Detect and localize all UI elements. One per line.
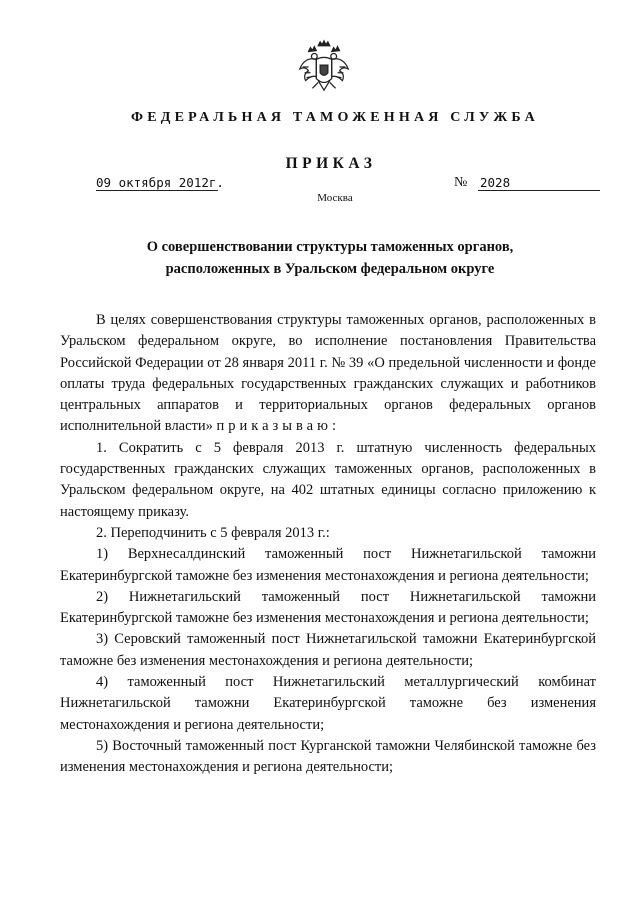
list-item: 3) Серовский таможенный пост Нижнетагильской таможни Екатеринбургской таможне без изменения местонахождения и региона деятельности; — [60, 631, 596, 669]
double-headed-eagle-emblem-icon — [295, 38, 353, 96]
list-item: 2) Нижнетагильский таможенный пост Нижнетагильской таможни Екатеринбургской таможне без изменения местонахождения и региона деятельности; — [60, 588, 596, 627]
paragraph-2: 2. Переподчинить с 5 февраля 2013 г.: — [96, 524, 330, 541]
list-item: 5) Восточный таможенный пост Курганской таможни Челябинской таможне без изменения местонахождения и региона деятельности; — [60, 737, 596, 776]
list-item: 4) таможенный пост Нижнетагильский металлургический комбинат Нижнетагильской таможни Екатеринбургской таможне без изменения местонахождения и региона деятельности; — [60, 674, 596, 733]
order-subject — [60, 236, 600, 280]
list-item: 1) Верхнесалдинский таможенный пост Нижнетагильской таможни Екатеринбургской таможне без изменения местонахождения и региона деятельности; — [60, 546, 596, 584]
subject-line-2: расположенных в Уральском федеральном округе — [165, 261, 495, 277]
order-number: 2028 — [478, 175, 600, 191]
preamble-text: В целях совершенствования структуры таможенных органов, расположенных в Уральском федеральном округе, во исполнение постановления Правительства Российской Федерации от 28 января 2011 г. № 39 «О предельной численности и фонде оплаты труда федеральных государственных гражданских служащих и работников центральных аппаратов и территориальных органов федеральных органов исполнительной власти» — [60, 312, 596, 435]
number-sign: № — [454, 175, 468, 190]
order-word: приказываю: — [216, 418, 340, 435]
preamble-paragraph — [60, 310, 596, 438]
paragraph-1: 1. Сократить с 5 февраля 2013 г. штатную численность федеральных государственных гражданских служащих таможенных органов, расположенных в Уральском федеральном округе, на 402 штатных единицы согласно приложению к настоящему приказу. — [60, 439, 596, 520]
agency-name: ФЕДЕРАЛЬНАЯ ТАМОЖЕННАЯ СЛУЖБА — [131, 110, 539, 125]
document-type-title: ПРИКАЗ — [285, 155, 377, 172]
order-body — [60, 310, 596, 779]
subject-line-1: О совершенствовании структуры таможенных органов, — [146, 239, 514, 255]
order-date: 09 октября 2012г. — [96, 175, 224, 190]
issue-city: Москва — [317, 192, 353, 204]
